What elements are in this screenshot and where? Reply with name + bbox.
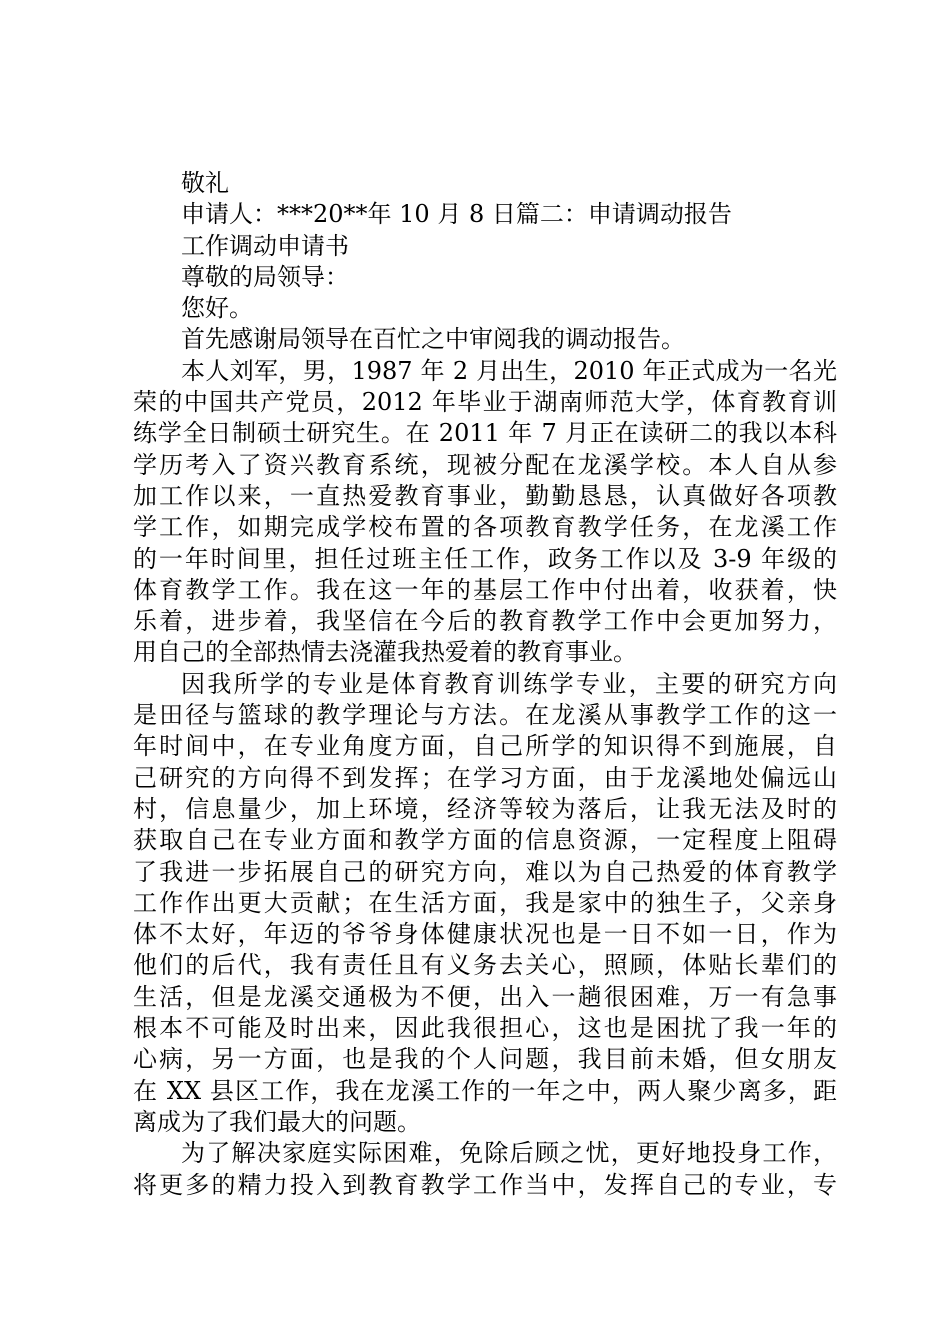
text-line: 尊敬的局领导：: [181, 262, 349, 291]
text-line: 获取自己在专业方面和教学方面的信息资源，一定程度上阻碍: [133, 826, 837, 855]
text-line: 练学全日制硕士研究生。在 2011 年 7 月正在读研二的我以本科: [133, 419, 837, 448]
text-line: 加工作以来，一直热爱教育事业，勤勤恳恳，认真做好各项教: [133, 481, 837, 510]
text-line: 用自己的全部热情去浇灌我热爱着的教育事业。: [133, 638, 637, 667]
text-line: 是田径与篮球的教学理论与方法。在龙溪从事教学工作的这一: [133, 701, 837, 730]
text-line: 年时间中，在专业角度方面，自己所学的知识得不到施展，自: [133, 732, 837, 761]
text-line: 为了解决家庭实际困难，免除后顾之忧，更好地投身工作，: [181, 1139, 837, 1168]
text-line: 根本不可能及时出来，因此我很担心，这也是困扰了我一年的: [133, 1014, 837, 1043]
text-line: 本人刘军，男，1987 年 2 月出生，2010 年正式成为一名光: [181, 356, 837, 385]
text-line: 他们的后代，我有责任且有义务去关心，照顾，体贴长辈们的: [133, 951, 837, 980]
text-line: 将更多的精力投入到教育教学工作当中，发挥自己的专业，专: [133, 1170, 837, 1199]
text-line: 体不太好，年迈的爷爷身体健康状况也是一日不如一日，作为: [133, 920, 837, 949]
text-line: 村，信息量少，加上环境，经济等较为落后，让我无法及时的: [133, 794, 837, 823]
text-line: 离成为了我们最大的问题。: [133, 1107, 421, 1136]
text-line: 的一年时间里，担任过班主任工作，政务工作以及 3-9 年级的: [133, 544, 837, 573]
text-line: 您好。: [181, 294, 253, 323]
text-line: 心病，另一方面，也是我的个人问题，我目前未婚，但女朋友: [133, 1045, 837, 1074]
text-line: 因我所学的专业是体育教育训练学专业，主要的研究方向: [181, 669, 837, 698]
text-line: 生活，但是龙溪交通极为不便，出入一趟很困难，万一有急事: [133, 982, 837, 1011]
text-line: 工作调动申请书: [181, 231, 349, 260]
text-line: 乐着，进步着，我坚信在今后的教育教学工作中会更加努力，: [133, 607, 837, 636]
text-line: 首先感谢局领导在百忙之中审阅我的调动报告。: [181, 325, 685, 354]
text-line: 荣的中国共产党员，2012 年毕业于湖南师范大学，体育教育训: [133, 388, 837, 417]
text-line: 工作作出更大贡献；在生活方面，我是家中的独生子，父亲身: [133, 888, 837, 917]
text-line: 了我进一步拓展自己的研究方向，难以为自己热爱的体育教学: [133, 857, 837, 886]
text-line: 在 XX 县区工作，我在龙溪工作的一年之中，两人聚少离多，距: [133, 1076, 837, 1105]
document-body: [133, 168, 837, 1201]
text-line: 学历考入了资兴教育系统，现被分配在龙溪学校。本人自从参: [133, 450, 837, 479]
text-line: 己研究的方向得不到发挥；在学习方面，由于龙溪地处偏远山: [133, 763, 837, 792]
text-line: 敬礼: [181, 169, 229, 197]
text-line: 申请人：***20**年 10 月 8 日篇二：申请调动报告: [181, 200, 732, 229]
text-line: 学工作，如期完成学校布置的各项教育教学任务，在龙溪工作: [133, 513, 837, 542]
text-line: 体育教学工作。我在这一年的基层工作中付出着，收获着，快: [133, 575, 837, 604]
